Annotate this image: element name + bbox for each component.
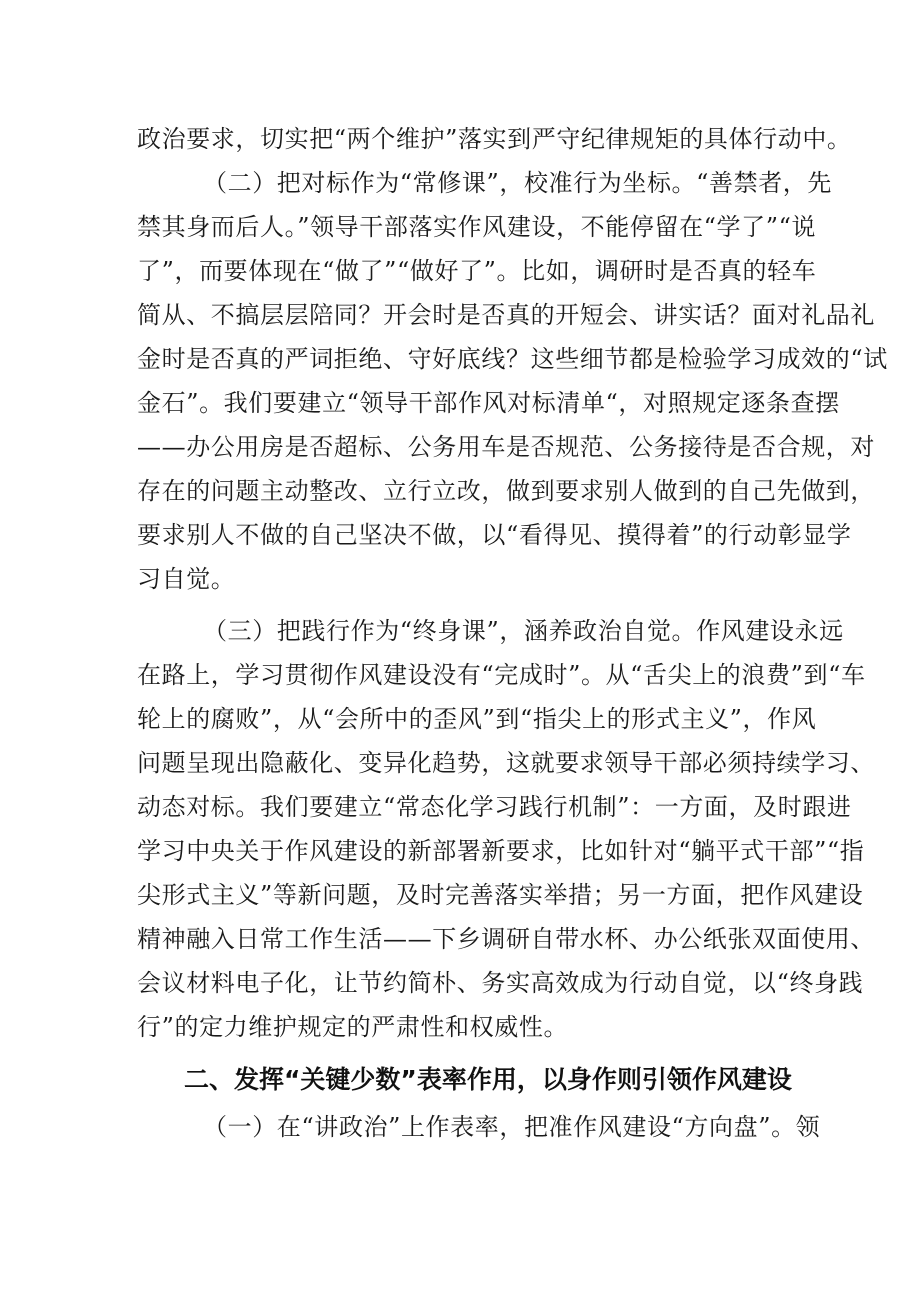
text-line: 简从、不搞层层陪同？开会时是否真的开短会、讲实话？面对礼品礼 [137,301,875,329]
section-heading: 二、发挥“关键少数”表率作用，以身作则引领作风建设 [184,1065,792,1094]
text-line: 学习中央关于作风建设的新部署新要求，比如针对“躺平式干部”“指 [137,837,865,865]
text-line: 会议材料电子化，让节约简朴、务实高效成为行动自觉，以“终身践 [137,969,864,997]
text-line: 动态对标。我们要建立“常态化学习践行机制”：一方面，及时跟进 [137,793,852,821]
text-line: 金石”。我们要建立“领导干部作风对标清单“，对照规定逐条查摆 [137,389,840,417]
text-line: 要求别人不做的自己坚决不做，以“看得见、摸得着”的行动彰显学 [137,521,852,549]
text-line: 禁其身而后人。”领导干部落实作风建设，不能停留在“学了”“说 [137,213,817,241]
text-line: 问题呈现出隐蔽化、变异化趋势，这就要求领导干部必须持续学习、 [137,749,875,777]
text-line: 行”的定力维护规定的严肃性和权威性。 [137,1013,569,1041]
text-line: 金时是否真的严词拒绝、守好底线？这些细节都是检验学习成效的“试 [137,345,888,373]
text-line: （三）把践行作为“终身课”，涵养政治自觉。作风建设永远 [203,617,844,645]
text-line: ——办公用房是否超标、公务用车是否规范、公务接待是否合规，对 [137,433,875,461]
text-line: 习自觉。 [137,565,236,593]
text-line: 了”，而要体现在“做了”“做好了”。比如，调研时是否真的轻车 [137,257,817,285]
text-line: 存在的问题主动整改、立行立改，做到要求别人做到的自己先做到， [137,477,875,505]
text-line: （一）在“讲政治”上作表率，把准作风建设“方向盘”。领 [203,1113,821,1141]
text-line: 尖形式主义”等新问题，及时完善落实举措；另一方面，把作风建设 [137,881,864,909]
text-line: 精神融入日常工作生活——下乡调研自带水杯、办公纸张双面使用、 [137,925,875,953]
text-line: （二）把对标作为“常修课”，校准行为坐标。“善禁者，先 [203,169,833,197]
text-line: 在路上，学习贯彻作风建设没有“完成时”。从“舌尖上的浪费”到“车 [137,661,866,689]
text-line: 轮上的腐败”，从“会所中的歪风”到“指尖上的形式主义”，作风 [137,705,817,733]
text-line: 政治要求，切实把“两个维护”落实到严守纪律规矩的具体行动中。 [137,125,852,153]
